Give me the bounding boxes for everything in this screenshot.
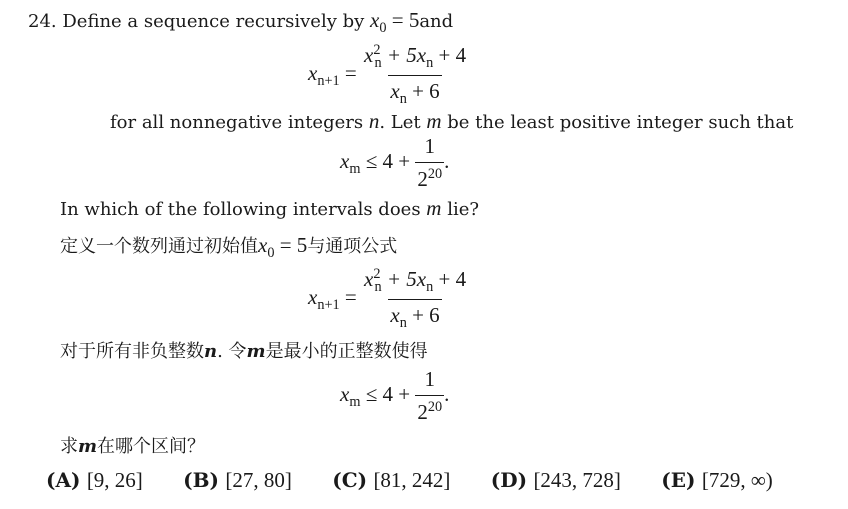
choice-b[interactable]: [183, 468, 292, 492]
recurrence-equals: =: [344, 61, 357, 85]
ineq-den-sup: 20: [427, 166, 443, 182]
den-rest: + 6: [412, 79, 440, 104]
var-n-zh: n: [204, 341, 218, 362]
and-word: and: [419, 11, 454, 32]
choice-b-label: (B): [183, 468, 220, 492]
x0-expression: [370, 8, 420, 37]
condition-line-zh: [60, 337, 428, 363]
num-x-zh: x: [363, 267, 374, 291]
ineq-den-sup-zh: 20: [427, 399, 443, 415]
intro-line-zh: [60, 232, 397, 262]
recurrence-fraction: [362, 42, 468, 108]
choice-c-label: (C): [332, 468, 368, 492]
choice-d-value: [243, 728]: [533, 468, 621, 492]
condition-line: [110, 109, 793, 134]
den-sub-zh: n: [399, 315, 407, 332]
var-n: n: [368, 109, 380, 133]
ineq-period-zh: .: [444, 381, 450, 406]
intro-zh-a: 定义一个数列通过初始值: [60, 236, 258, 257]
choice-d[interactable]: [491, 468, 621, 492]
num-sup: 2: [373, 42, 381, 58]
num-rest: + 5x: [386, 43, 427, 67]
question-zh-b: 在哪个区间？: [97, 436, 206, 457]
recurrence-equals-zh: =: [344, 285, 357, 309]
inequality-formula-zh: [340, 367, 449, 425]
num-rest-sub: n: [426, 55, 434, 72]
question-text-b: lie?: [447, 199, 480, 220]
question-line-zh: [60, 432, 205, 458]
num-tail-zh: + 4: [438, 267, 467, 291]
num-rest-sub-zh: n: [426, 279, 434, 296]
den-x: x: [390, 79, 400, 104]
x0-value-zh: = 5: [279, 233, 308, 257]
den-x-zh: x: [390, 303, 400, 328]
choice-a-value: [9, 26]: [86, 468, 143, 492]
num-tail: + 4: [438, 43, 467, 67]
condition-text-a: for all nonnegative integers: [110, 112, 364, 133]
recurrence-lhs-sub-zh: n+1: [317, 297, 340, 314]
condition-zh-b: . 令: [217, 341, 247, 362]
ineq-lhs: x: [340, 148, 350, 173]
recurrence-lhs-zh: x: [308, 285, 318, 309]
ineq-rel-zh: ≤ 4 +: [365, 381, 411, 406]
x0-sub: 0: [379, 20, 387, 37]
num-sub-zh: n: [374, 279, 382, 296]
ineq-den-base: 2: [417, 167, 428, 191]
ineq-fraction-zh: [415, 367, 444, 425]
recurrence-numerator-zh: [362, 266, 468, 299]
recurrence-formula: [308, 42, 468, 108]
recurrence-formula-zh: [308, 266, 468, 332]
question-text-a: In which of the following intervals does: [60, 199, 421, 220]
condition-text-b: . Let: [379, 112, 421, 133]
recurrence-denominator: [388, 75, 441, 108]
choice-c[interactable]: [332, 468, 450, 492]
choice-c-value: [81, 242]: [373, 468, 451, 492]
ineq-den-base-zh: 2: [417, 400, 428, 424]
x0-expression-zh: [258, 233, 308, 262]
choice-e-value: [729, ∞): [701, 468, 773, 492]
x0-var-zh: x: [258, 233, 268, 257]
condition-text-c: be the least positive integer such that: [447, 112, 794, 133]
recurrence-fraction-zh: [362, 266, 468, 332]
ineq-num: 1: [424, 134, 435, 158]
recurrence-lhs: x: [308, 61, 318, 85]
ineq-den-zh: [415, 395, 444, 425]
var-m-zh: m: [246, 341, 266, 362]
ineq-lhs-zh: x: [340, 381, 350, 406]
num-sup-zh: 2: [373, 266, 381, 282]
problem-number: 24.: [28, 11, 57, 32]
question-var-m-zh: m: [78, 436, 98, 457]
choice-d-label: (D): [490, 468, 528, 492]
question-line-en: [60, 196, 479, 221]
condition-zh-c: 是最小的正整数使得: [265, 341, 428, 362]
ineq-lhs-sub-zh: m: [349, 394, 361, 410]
var-m: m: [426, 109, 442, 133]
choice-b-value: [27, 80]: [225, 468, 292, 492]
intro-text: Define a sequence recursively by: [62, 11, 365, 32]
recurrence-denominator-zh: [388, 299, 441, 332]
ineq-den: [415, 162, 444, 192]
num-rest-zh: + 5x: [386, 267, 427, 291]
ineq-rel: ≤ 4 +: [365, 148, 411, 173]
choice-a-label: (A): [46, 468, 81, 492]
choice-e[interactable]: [661, 468, 773, 492]
intro-zh-b: 与通项公式: [307, 236, 398, 257]
ineq-lhs-sub: m: [349, 161, 361, 177]
x0-value: = 5: [391, 8, 420, 32]
ineq-num-zh: 1: [424, 367, 435, 391]
recurrence-lhs-sub: n+1: [317, 73, 340, 90]
inequality-formula: [340, 134, 449, 192]
x0-sub-zh: 0: [267, 245, 275, 262]
den-rest-zh: + 6: [412, 303, 440, 328]
den-sub: n: [399, 91, 407, 108]
recurrence-numerator: [362, 42, 468, 75]
num-sub: n: [374, 55, 382, 72]
question-var-m: m: [426, 196, 442, 220]
x0-var: x: [370, 8, 380, 32]
question-zh-a: 求: [60, 436, 78, 457]
condition-zh-a: 对于所有非负整数: [60, 341, 204, 362]
choice-a[interactable]: [46, 468, 143, 492]
ineq-period: .: [444, 148, 450, 173]
answer-choices: [46, 468, 773, 493]
problem-intro-line: [28, 8, 453, 37]
choice-e-label: (E): [661, 468, 696, 492]
num-x: x: [363, 43, 374, 67]
ineq-fraction: [415, 134, 444, 192]
